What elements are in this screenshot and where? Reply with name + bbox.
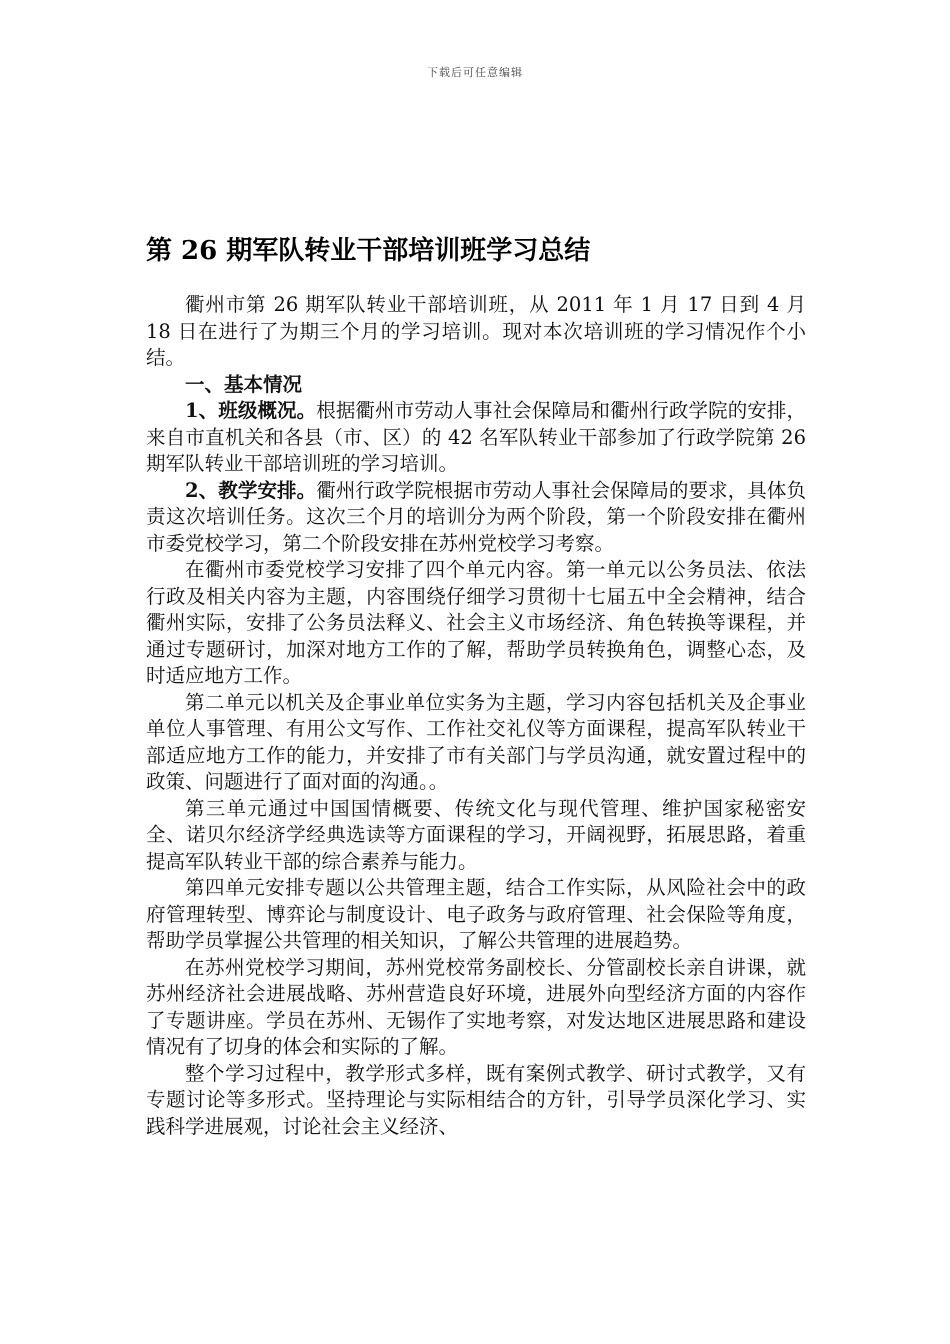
paragraph-text: 第二单元以机关及企事业单位实务为主题，学习内容包括机关及企事业单位人事管理、有用公文写作、工作社交礼仪等方面课程，提高军队转业干部适应地方工作的能力，并安排了市有关部门与学员沟通，就安置过程中的政策、问题进行了面对面的沟通。。 (146, 690, 806, 793)
paragraph-quzhou-units (146, 557, 806, 690)
document-body (146, 292, 806, 1140)
paragraph-text: 整个学习过程中，教学形式多样，既有案例式教学、研讨式教学，又有专题讨论等多形式。坚持理论与实际相结合的方针，引导学员深化学习、实践科学进展观，讨论社会主义经济、 (146, 1061, 806, 1138)
paragraph-lead: 1、班级概况。 (185, 399, 317, 422)
paragraph-suzhou (146, 955, 806, 1061)
paragraph-text: 衢州行政学院根据市劳动人事社会保障局的要求，具体负责这次培训任务。这次三个月的培训分为两个阶段，第一个阶段安排在衢州市委党校学习，第二个阶段安排在苏州党校学习考察。 (146, 478, 806, 555)
paragraph-lead: 2、教学安排。 (185, 478, 317, 502)
paragraph-intro (146, 292, 806, 372)
document-title: 第 26 期军队转业干部培训班学习总结 (146, 236, 591, 266)
paragraph-unit-four (146, 875, 806, 955)
paragraph-text: 在苏州党校学习期间，苏州党校常务副校长、分管副校长亲自讲课，就苏州经济社会进展战略、苏州营造良好环境，进展外向型经济方面的内容作了专题讲座。学员在苏州、无锡作了实地考察，对发达地区进展思路和建设情况有了切身的体会和实际的了解。 (146, 955, 806, 1058)
paragraph-unit-two (146, 690, 806, 796)
paragraph-class-overview (146, 398, 806, 478)
paragraph-teaching-forms (146, 1061, 806, 1141)
paragraph-teaching-arrangement (146, 478, 806, 558)
paragraph-text: 第三单元通过中国国情概要、传统文化与现代管理、维护国家秘密安全、诺贝尔经济学经典选读等方面课程的学习，开阔视野，拓展思路，着重提高军队转业干部的综合素养与能力。 (146, 796, 806, 873)
paragraph-text: 根据衢州市劳动人事社会保障局和衢州行政学院的安排，来自市直机关和各县（市、区）的 42 名军队转业干部参加了行政学院第 26 期军队转业干部培训班的学习培训。 (146, 399, 806, 475)
paragraph-unit-three (146, 796, 806, 876)
paragraph-text: 在衢州市委党校学习安排了四个单元内容。第一单元以公务员法、依法行政及相关内容为主题，内容围绕仔细学习贯彻十七届五中全会精神，结合衢州实际，安排了公务员法释义、社会主义市场经济、角色转换等课程，并通过专题研讨，加深对地方工作的了解，帮助学员转换角色，调整心态，及时适应地方工作。 (146, 558, 806, 687)
paragraph-text: 衢州市第 26 期军队转业干部培训班，从 2011 年 1 月 17 日到 4 月 18 日在进行了为期三个月的学习培训。现对本次培训班的学习情况作个小结。 (146, 293, 806, 369)
section-heading: 一、基本情况 (185, 372, 303, 396)
paragraph-text: 第四单元安排专题以公共管理主题，结合工作实际，从风险社会中的政府管理转型、博弈论与制度设计、电子政务与政府管理、社会保险等角度，帮助学员掌握公共管理的相关知识，了解公共管理的进展趋势。 (146, 876, 806, 952)
header-note: 下载后可任意编辑 (427, 66, 523, 79)
